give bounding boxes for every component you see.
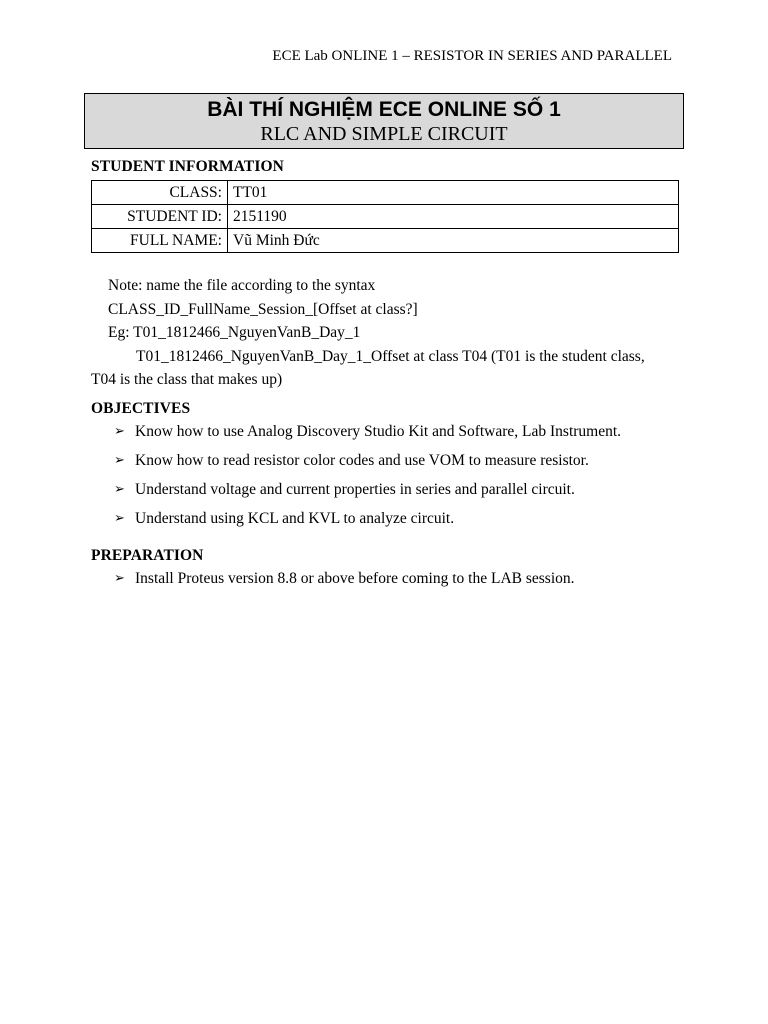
full-name-value: Vũ Minh Đức <box>228 229 679 253</box>
list-item <box>114 509 621 529</box>
list-item <box>114 422 621 442</box>
note-line: Note: name the file according to the syntax <box>108 277 376 294</box>
arrowhead-bullet-icon: ➢ <box>114 453 125 468</box>
list-item <box>114 480 621 500</box>
list-item <box>114 451 621 471</box>
student-information-heading: STUDENT INFORMATION <box>91 158 284 175</box>
note-continuation-line: T04 is the class that makes up) <box>91 371 283 388</box>
class-label: CLASS: <box>92 181 228 205</box>
arrowhead-bullet-icon: ➢ <box>114 482 125 497</box>
arrowhead-bullet-icon: ➢ <box>114 511 125 526</box>
title-box <box>84 93 684 149</box>
running-header: ECE Lab ONLINE 1 – RESISTOR IN SERIES AND PARALLEL <box>272 48 672 64</box>
objectives-heading: OBJECTIVES <box>91 400 191 417</box>
note-example-offset-line: T01_1812466_NguyenVanB_Day_1_Offset at class T04 (T01 is the student class, <box>136 347 645 365</box>
table-row <box>92 205 679 229</box>
student-id-value: 2151190 <box>228 205 679 229</box>
student-info-table <box>91 180 679 253</box>
file-naming-note <box>91 274 681 392</box>
objective-text: Know how to read resistor color codes and use VOM to measure resistor. <box>135 452 589 469</box>
document-subtitle: RLC AND SIMPLE CIRCUIT <box>260 123 508 145</box>
objective-text: Understand using KCL and KVL to analyze circuit. <box>135 510 455 527</box>
table-row <box>92 181 679 205</box>
preparation-list <box>114 569 575 598</box>
full-name-label: FULL NAME: <box>92 229 228 253</box>
objective-text: Understand voltage and current properties in series and parallel circuit. <box>135 481 575 498</box>
arrowhead-bullet-icon: ➢ <box>114 424 125 439</box>
list-item <box>114 569 575 589</box>
preparation-heading: PREPARATION <box>91 547 204 564</box>
arrowhead-bullet-icon: ➢ <box>114 571 125 586</box>
preparation-text: Install Proteus version 8.8 or above before coming to the LAB session. <box>135 570 575 587</box>
note-example-line: Eg: T01_1812466_NguyenVanB_Day_1 <box>108 324 361 341</box>
objectives-list <box>114 422 621 538</box>
student-id-label: STUDENT ID: <box>92 205 228 229</box>
class-value: TT01 <box>228 181 679 205</box>
table-row <box>92 229 679 253</box>
objective-text: Know how to use Analog Discovery Studio Kit and Software, Lab Instrument. <box>135 423 622 440</box>
document-title: BÀI THÍ NGHIỆM ECE ONLINE SỐ 1 <box>207 98 561 121</box>
note-syntax-line: CLASS_ID_FullName_Session_[Offset at class?] <box>108 300 418 318</box>
